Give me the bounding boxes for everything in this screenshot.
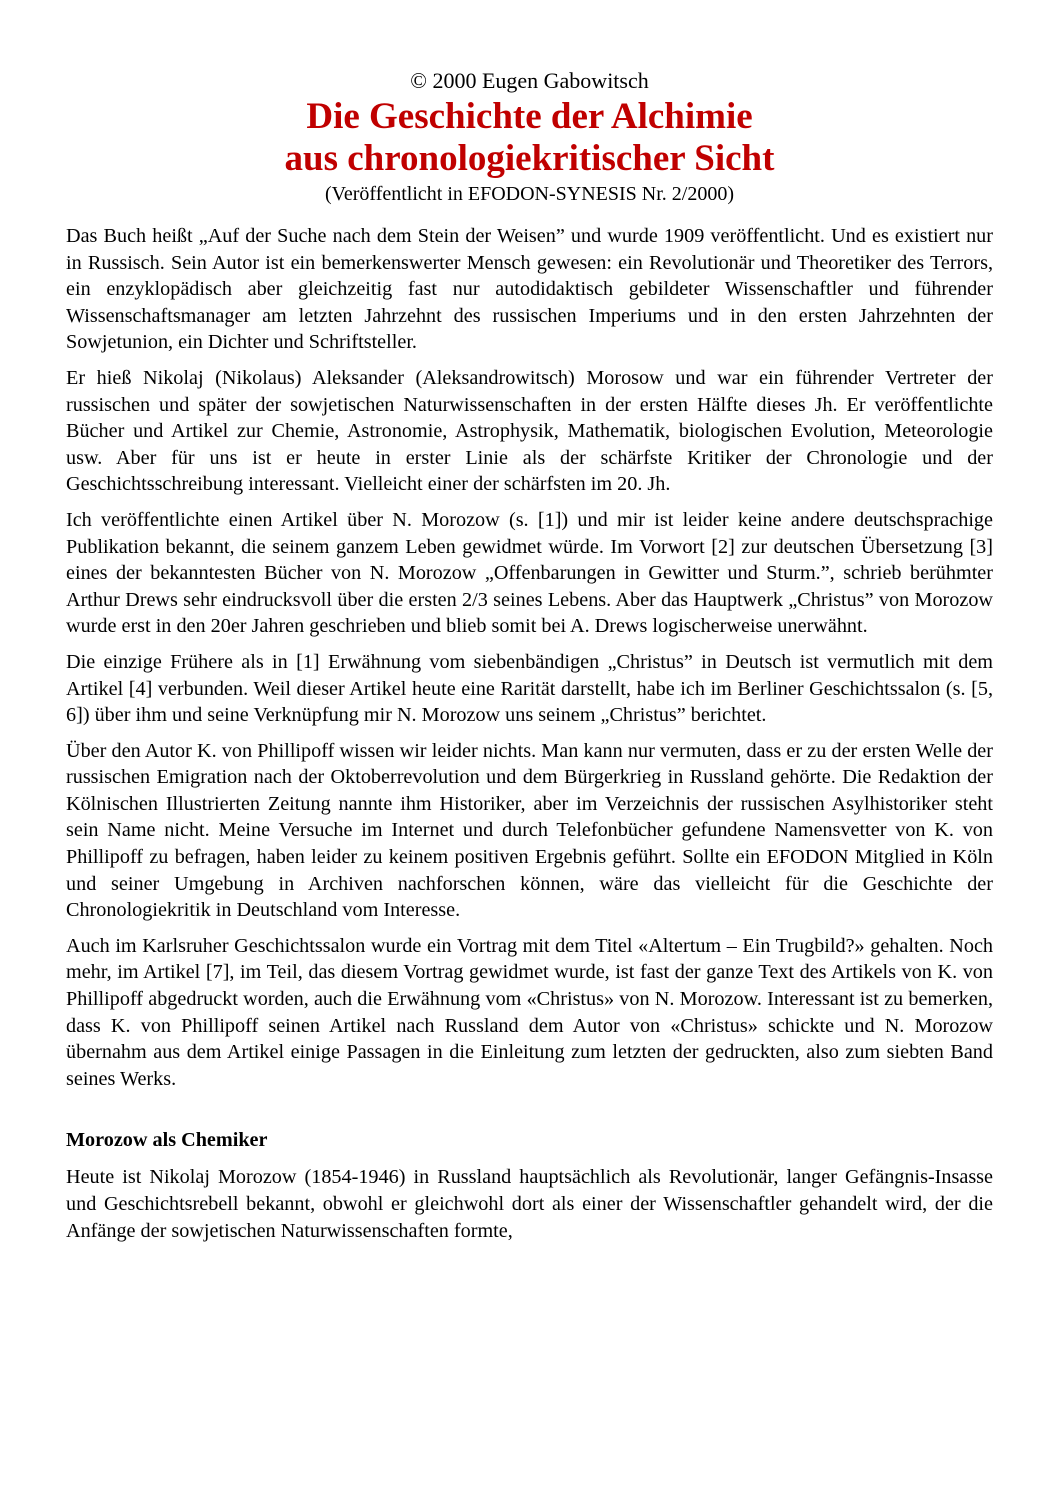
- copyright-line: © 2000 Eugen Gabowitsch: [410, 68, 649, 93]
- document-title-line-2: aus chronologiekritischer Sicht: [284, 138, 775, 179]
- publication-note: (Veröffentlicht in EFODON-SYNESIS Nr. 2/2000): [324, 183, 735, 205]
- paragraph-5: Über den Autor K. von Phillipoff wissen wir leider nichts. Man kann nur vermuten, dass er zu der ersten Welle der russischen Emigration nach der Oktoberrevolution und dem Bürgerkrieg in Russland gehörte. Die Redaktion der Kölnischen Illustrierten Zeitung nannte ihm Historiker, aber im Verzeichnis der russischen Asylhistoriker steht sein Name nicht. Meine Versuche im Internet und durch Telefonbücher gefundene Namensvetter von K. von Phillipoff zu befragen, haben leider zu keinem positiven Ergebnis geführt. Sollte ein EFODON Mitglied in Köln und seiner Umgebung in Archiven nachforschen können, wäre das vielleicht für die Geschichte der Chronologiekritik in Deutschland vom Interesse.: [66, 739, 993, 922]
- paragraph-1: Das Buch heißt „Auf der Suche nach dem Stein der Weisen” und wurde 1909 veröffentlicht. Und es existiert nur in Russisch. Sein Autor ist ein bemerkenswerter Mensch gewesen: ein Revolutionär und Theoretiker des Terrors, ein enzyklopädisch aber gleichzeitig fast nur autodidaktisch gebildeter Wissenschaftler und führender Wissenschaftsmanager am letzten Jahrzehnt des russischen Imperiums und in den ersten Jahrzehnten der Sowjetunion, ein Dichter und Schriftsteller.: [66, 225, 993, 354]
- paragraph-4: Die einzige Frühere als in [1] Erwähnung vom siebenbändigen „Christus” in Deutsch ist vermutlich mit dem Artikel [4] verbunden. Weil dieser Artikel heute eine Rarität darstellt, habe ich im Berliner Geschichtssalon (s. [5, 6]) über ihm und seine Verknüpfung mir N. Morozow uns seinem „Christus” berichtet.: [66, 650, 993, 727]
- document-title-line-1: Die Geschichte der Alchimie: [306, 96, 753, 137]
- section-heading: Morozow als Chemiker: [66, 1129, 268, 1152]
- paragraph-3: Ich veröffentlichte einen Artikel über N. Morozow (s. [1]) und mir ist leider keine andere deutschsprachige Publikation bekannt, die seinem ganzem Leben gewidmet würde. Im Vorwort [2] zur deutschen Übersetzung [3] eines der bekanntesten Bücher von N. Morozow „Offenbarungen in Gewitter und Sturm.”, schrieb berühmter Arthur Drews sehr eindrucksvoll über die ersten 2/3 seines Lebens. Aber das Hauptwerk „Christus” von Morozow wurde erst in den 20er Jahren geschrieben und blieb somit bei A. Drews logischerweise unerwähnt.: [66, 508, 993, 638]
- paragraph-6: Auch im Karlsruher Geschichtssalon wurde ein Vortrag mit dem Titel «Altertum – Ein Trugbild?» gehalten. Noch mehr, im Artikel [7], im Teil, das diesem Vortrag gewidmet wurde, ist fast der ganze Text des Artikels von K. von Phillipoff abgedruckt worden, auch die Erwähnung vom «Christus» von N. Morozow. Interessant ist zu bemerken, dass K. von Phillipoff seinen Artikel nach Russland dem Autor von «Christus» schickte und N. Morozow übernahm aus dem Artikel einige Passagen in die Einleitung zum letzten der gedruckten, also zum siebten Band seines Werks.: [66, 934, 993, 1090]
- section-paragraph: Heute ist Nikolaj Morozow (1854-1946) in Russland hauptsächlich als Revolutionär, langer Gefängnis-Insasse und Geschichtsrebell bekannt, obwohl er gleichwohl dort als einer der Wissenschaftler gehandelt wird, der die Anfänge der sowjetischen Naturwissenschaften formte,: [66, 1166, 993, 1242]
- document-page: [66, 66, 993, 1253]
- paragraph-2: Er hieß Nikolaj (Nikolaus) Aleksander (Aleksandrowitsch) Morosow und war ein führender Vertreter der russischen und später der sowjetischen Naturwissenschaften in der ersten Hälfte dieses Jh. Er veröffentlichte Bücher und Artikel zur Chemie, Astronomie, Astrophysik, Mathematik, biologischen Evolution, Meteorologie usw. Aber für uns ist er heute in erster Linie als der schärfste Kritiker der Chronologie und der Geschichtsschreibung interessant. Vielleicht einer der schärfsten im 20. Jh.: [66, 366, 993, 496]
